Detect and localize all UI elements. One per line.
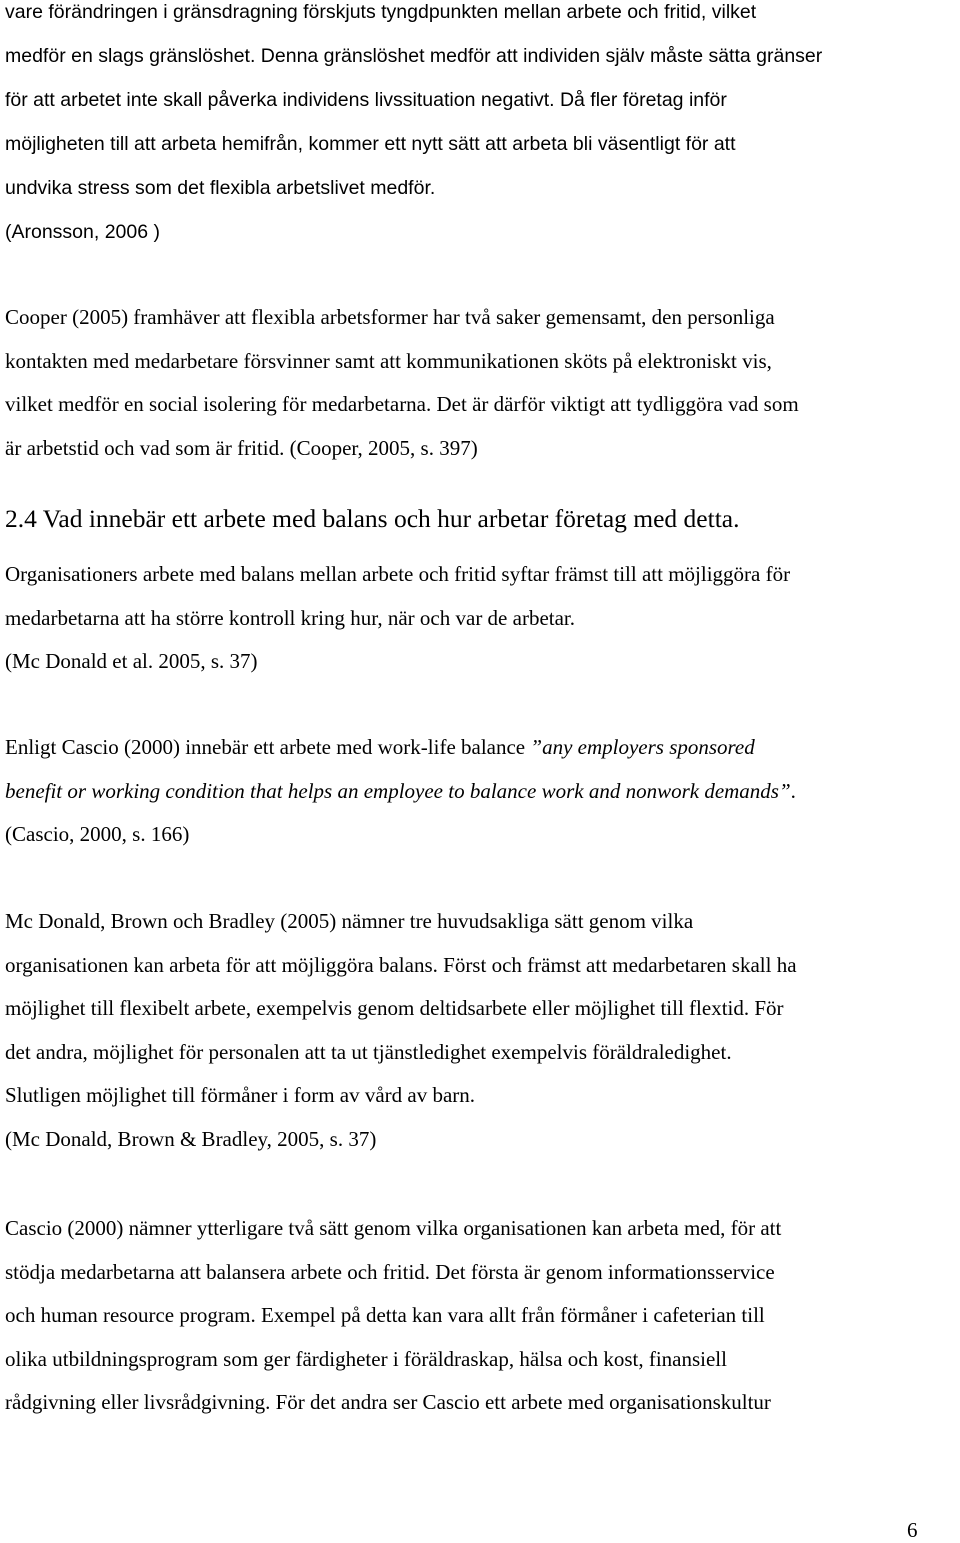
text-line: olika utbildningsprogram som ger färdigheter i föräldraskap, hälsa och kost, finansiell xyxy=(5,1346,727,1371)
text-line: Slutligen möjlighet till förmåner i form av vård av barn. xyxy=(5,1083,476,1107)
text-line: stödja medarbetarna att balansera arbete och fritid. Det första är genom informationsservice xyxy=(5,1259,775,1284)
paragraph-mcdonald xyxy=(5,900,957,1161)
text-line: (Cascio, 2000, s. 166) xyxy=(5,822,190,846)
text-run: . xyxy=(790,778,796,803)
text-line: Mc Donald, Brown och Bradley (2005) nämner tre huvudsakliga sätt genom vilka xyxy=(5,909,694,933)
paragraph-cooper xyxy=(5,296,957,470)
page-number: 6 xyxy=(907,1518,918,1542)
text-line: för att arbetet inte skall påverka individens livssituation negativt. Då fler företag inför xyxy=(5,89,727,111)
text-line: kontakten med medarbetare försvinner samt att kommunikationen sköts på elektroniskt vis, xyxy=(5,348,772,373)
text-line: Cascio (2000) nämner ytterligare två sätt genom vilka organisationen kan arbeta med, för att xyxy=(5,1216,782,1240)
paragraph-flexibility xyxy=(5,0,957,254)
text-line: vare förändringen i gränsdragning förskjuts tyngdpunkten mellan arbete och fritid, vilket xyxy=(5,1,757,23)
paragraph-cascio-methods xyxy=(5,1207,957,1425)
text-line: (Aronsson, 2006 ) xyxy=(5,221,161,243)
text-line: undvika stress som det flexibla arbetslivet medför. xyxy=(5,177,436,199)
paragraph-cascio-quote xyxy=(5,726,957,857)
text-line xyxy=(5,770,957,814)
text-line: rådgivning eller livsrådgivning. För det andra ser Cascio ett arbete med organisationskultur xyxy=(5,1390,771,1414)
text-line xyxy=(5,726,957,770)
text-line: och human resource program. Exempel på detta kan vara allt från förmåner i cafeterian till xyxy=(5,1303,765,1327)
text-line: det andra, möjlighet för personalen att ta ut tjänstledighet exempelvis föräldraledighet. xyxy=(5,1039,732,1064)
text-line: är arbetstid och vad som är fritid. (Cooper, 2005, s. 397) xyxy=(5,435,478,460)
text-run: Enligt Cascio (2000) innebär ett arbete med work-life balance xyxy=(5,735,531,759)
text-line: medarbetarna att ha större kontroll kring hur, när och var de arbetar. xyxy=(5,605,576,630)
paragraph-organisations xyxy=(5,553,957,684)
text-line: Organisationers arbete med balans mellan arbete och fritid syftar främst till att möjliggöra för xyxy=(5,562,791,586)
text-line: organisationen kan arbeta för att möjliggöra balans. Först och främst att medarbetaren skall ha xyxy=(5,952,797,977)
text-line: Cooper (2005) framhäver att flexibla arbetsformer har två saker gemensamt, den personliga xyxy=(5,305,775,329)
quote-text: ”any employers sponsored xyxy=(530,735,755,759)
text-line: vilket medför en social isolering för medarbetarna. Det är därför viktigt att tydliggöra vad som xyxy=(5,392,799,416)
quote-text: benefit or working condition that helps an employee to balance work and nonwork demands” xyxy=(5,778,791,803)
text-line: (Mc Donald et al. 2005, s. 37) xyxy=(5,649,258,673)
text-line: medför en slags gränslöshet. Denna gränslöshet medför att individen själv måste sätta gränser xyxy=(5,45,823,67)
text-line: möjligheten till att arbeta hemifrån, kommer ett nytt sätt att arbeta bli väsentligt för att xyxy=(5,133,736,155)
text-line: möjlighet till flexibelt arbete, exempelvis genom deltidsarbete eller möjlighet till flextid. För xyxy=(5,996,784,1020)
text-line: (Mc Donald, Brown & Bradley, 2005, s. 37) xyxy=(5,1126,377,1151)
section-heading: 2.4 Vad innebär ett arbete med balans och hur arbetar företag med detta. xyxy=(5,504,740,533)
